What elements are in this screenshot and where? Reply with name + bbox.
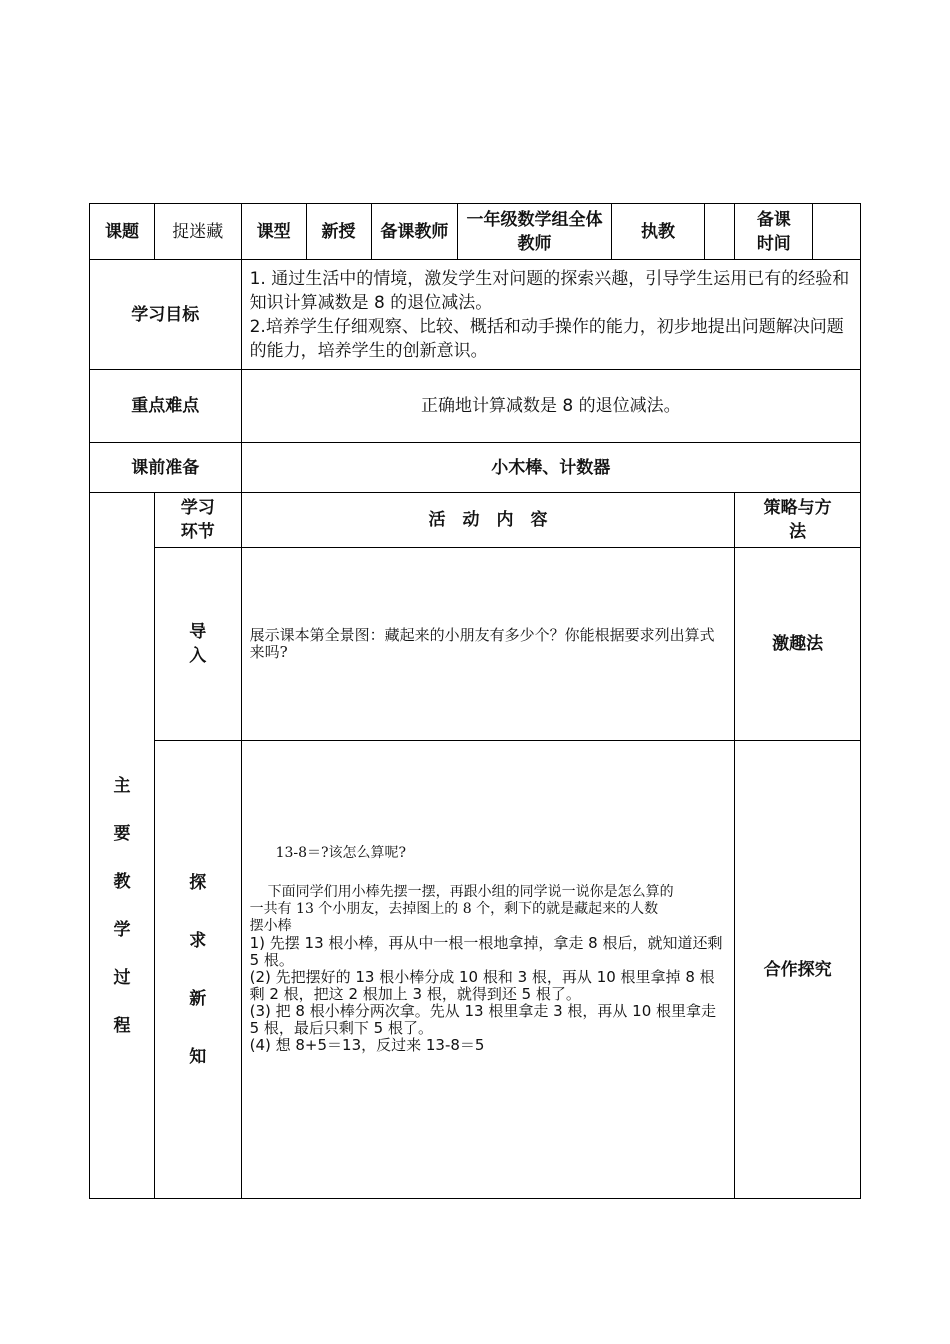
teacher-value: 一年级数学组全体教师 bbox=[458, 204, 612, 260]
explore-paragraph: 下面同学们用小棒先摆一摆，再跟小组的同学说一说你是怎么算的 bbox=[267, 884, 674, 900]
teach-label: 执教 bbox=[611, 204, 704, 260]
goals-label: 学习目标 bbox=[90, 260, 242, 370]
explore-step-4: (4) 想 8+5＝13，反过来 13-8＝5 bbox=[249, 1036, 485, 1054]
goals-content bbox=[241, 260, 860, 370]
process-section-label bbox=[90, 493, 155, 1199]
explore-question: 13-8＝?该怎么算呢? bbox=[275, 845, 407, 861]
preparation-row bbox=[90, 443, 861, 493]
topic-label: 课题 bbox=[90, 204, 155, 260]
intro-text: 展示课本第全景图：藏起来的小朋友有多少个？你能根据要求列出算式来吗? bbox=[249, 626, 715, 661]
teacher-label: 备课教师 bbox=[371, 204, 458, 260]
goal-line-1: 1. 通过生活中的情境，激发学生对问题的探索兴趣，引导学生运用已有的经验和知识计算减数是 8 的退位减法。 bbox=[249, 268, 850, 313]
key-points-row bbox=[90, 370, 861, 443]
time-label: 备课时间 bbox=[735, 204, 813, 260]
explore-line-b: 摆小棒 bbox=[249, 918, 292, 934]
goal-line-2: 2.培养学生仔细观察、比较、概括和动手操作的能力，初步地提出问题解决问题的能力，培养学生的创新意识。 bbox=[249, 316, 844, 361]
process-char: 教 bbox=[113, 871, 131, 892]
intro-stage bbox=[154, 548, 241, 741]
explore-stage bbox=[154, 741, 241, 1199]
type-label: 课型 bbox=[241, 204, 306, 260]
key-points-text: 正确地计算减数是 8 的退位减法。 bbox=[241, 370, 860, 443]
explore-stage-char: 新 bbox=[189, 988, 207, 1009]
explore-activity bbox=[241, 741, 735, 1199]
explore-method: 合作探究 bbox=[735, 741, 861, 1199]
process-char: 要 bbox=[113, 823, 131, 844]
key-points-label: 重点难点 bbox=[90, 370, 242, 443]
preparation-text: 小木棒、计数器 bbox=[241, 443, 860, 493]
intro-row bbox=[90, 548, 861, 741]
explore-line-a: 一共有 13 个小朋友，去掉图上的 8 个，剩下的就是藏起来的人数 bbox=[249, 901, 659, 917]
explore-step-1: 1) 先摆 13 根小棒，再从中一根一根地拿掉，拿走 8 根后，就知道还剩 5 根。 bbox=[249, 934, 723, 969]
intro-stage-char: 入 bbox=[189, 646, 207, 666]
intro-method: 激趣法 bbox=[735, 548, 861, 741]
col-stage-header: 学习环节 bbox=[154, 493, 241, 548]
explore-step-3: (3) 把 8 根小棒分两次拿。先从 13 根里拿走 3 根，再从 10 根里拿走 5 根，最后只剩下 5 根了。 bbox=[249, 1002, 717, 1037]
process-char: 过 bbox=[113, 967, 131, 988]
explore-content bbox=[250, 845, 727, 1054]
teach-value bbox=[705, 204, 735, 260]
preparation-label: 课前准备 bbox=[90, 443, 242, 493]
explore-row bbox=[90, 741, 861, 1199]
intro-stage-char: 导 bbox=[189, 622, 207, 642]
col-activity-header: 活 动 内 容 bbox=[241, 493, 735, 548]
col-method-header: 策略与方 法 bbox=[735, 493, 861, 548]
process-char: 主 bbox=[113, 775, 131, 796]
explore-step-2: (2) 先把摆好的 13 根小棒分成 10 根和 3 根，再从 10 根里拿掉 8 根剩 2 根，把这 2 根加上 3 根，就得到还 5 根了。 bbox=[249, 968, 715, 1003]
header-row bbox=[90, 204, 861, 260]
explore-stage-char: 探 bbox=[189, 872, 207, 893]
explore-stage-char: 知 bbox=[189, 1046, 207, 1067]
type-value: 新授 bbox=[306, 204, 371, 260]
process-char: 学 bbox=[113, 919, 131, 940]
process-char: 程 bbox=[113, 1015, 131, 1036]
topic-value: 捉迷藏 bbox=[154, 204, 241, 260]
time-value bbox=[813, 204, 861, 260]
goals-row bbox=[90, 260, 861, 370]
lesson-plan-table bbox=[89, 203, 861, 1199]
intro-activity bbox=[241, 548, 735, 741]
process-header-row bbox=[90, 493, 861, 548]
explore-stage-char: 求 bbox=[189, 930, 207, 951]
